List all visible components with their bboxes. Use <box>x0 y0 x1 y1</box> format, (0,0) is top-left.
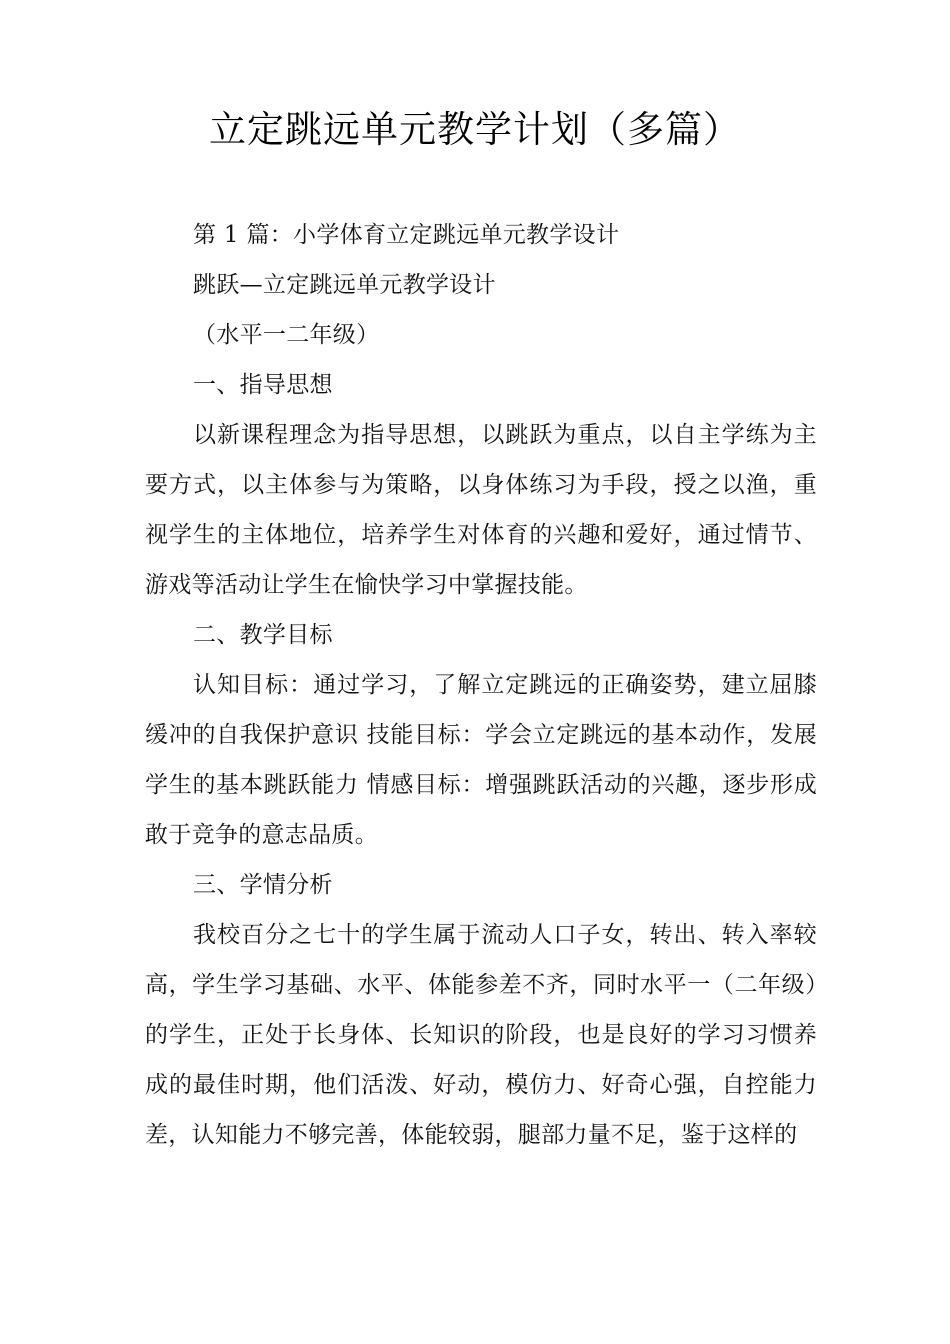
paragraph-student-analysis: 我校百分之七十的学生属于流动人口子女，转出、转入率较高，学生学习基础、水平、体能参差不齐，同时水平一（二年级）的学生，正处于长身体、长知识的阶段，也是良好的学习习惯养成的最佳时期，他们活泼、好动，模仿力、好奇心强，自控能力差，认知能力不够完善，体能较弱，腿部力量不足，鉴于这样的 <box>145 922 817 1148</box>
section-heading-part1: 第 1 篇：小学体育立定跳远单元教学设计 <box>193 222 620 248</box>
heading-teaching-goals: 二、教学目标 <box>193 622 333 648</box>
document-title: 立定跳远单元教学计划（多篇） <box>209 108 741 151</box>
heading-guiding-thought: 一、指导思想 <box>193 372 333 398</box>
paragraph-guiding-thought: 以新课程理念为指导思想，以跳跃为重点，以自主学练为主要方式，以主体参与为策略，以身体练习为手段，授之以渔，重视学生的主体地位，培养学生对体育的兴趣和爱好，通过情节、游戏等活动让学生在愉快学习中掌握技能。 <box>145 422 817 598</box>
subtitle-design: 跳跃—立定跳远单元教学设计 <box>193 272 496 298</box>
paragraph-teaching-goals: 认知目标：通过学习，了解立定跳远的正确姿势，建立屈膝缓冲的自我保护意识 技能目标：学会立定跳远的基本动作，发展学生的基本跳跃能力 情感目标：增强跳跃活动的兴趣，逐步形成敢于竞争的意志品质。 <box>145 672 817 848</box>
heading-student-analysis: 三、学情分析 <box>193 872 333 898</box>
subtitle-grade-level: （水平一二年级） <box>193 322 380 348</box>
document-body <box>145 210 817 1160</box>
